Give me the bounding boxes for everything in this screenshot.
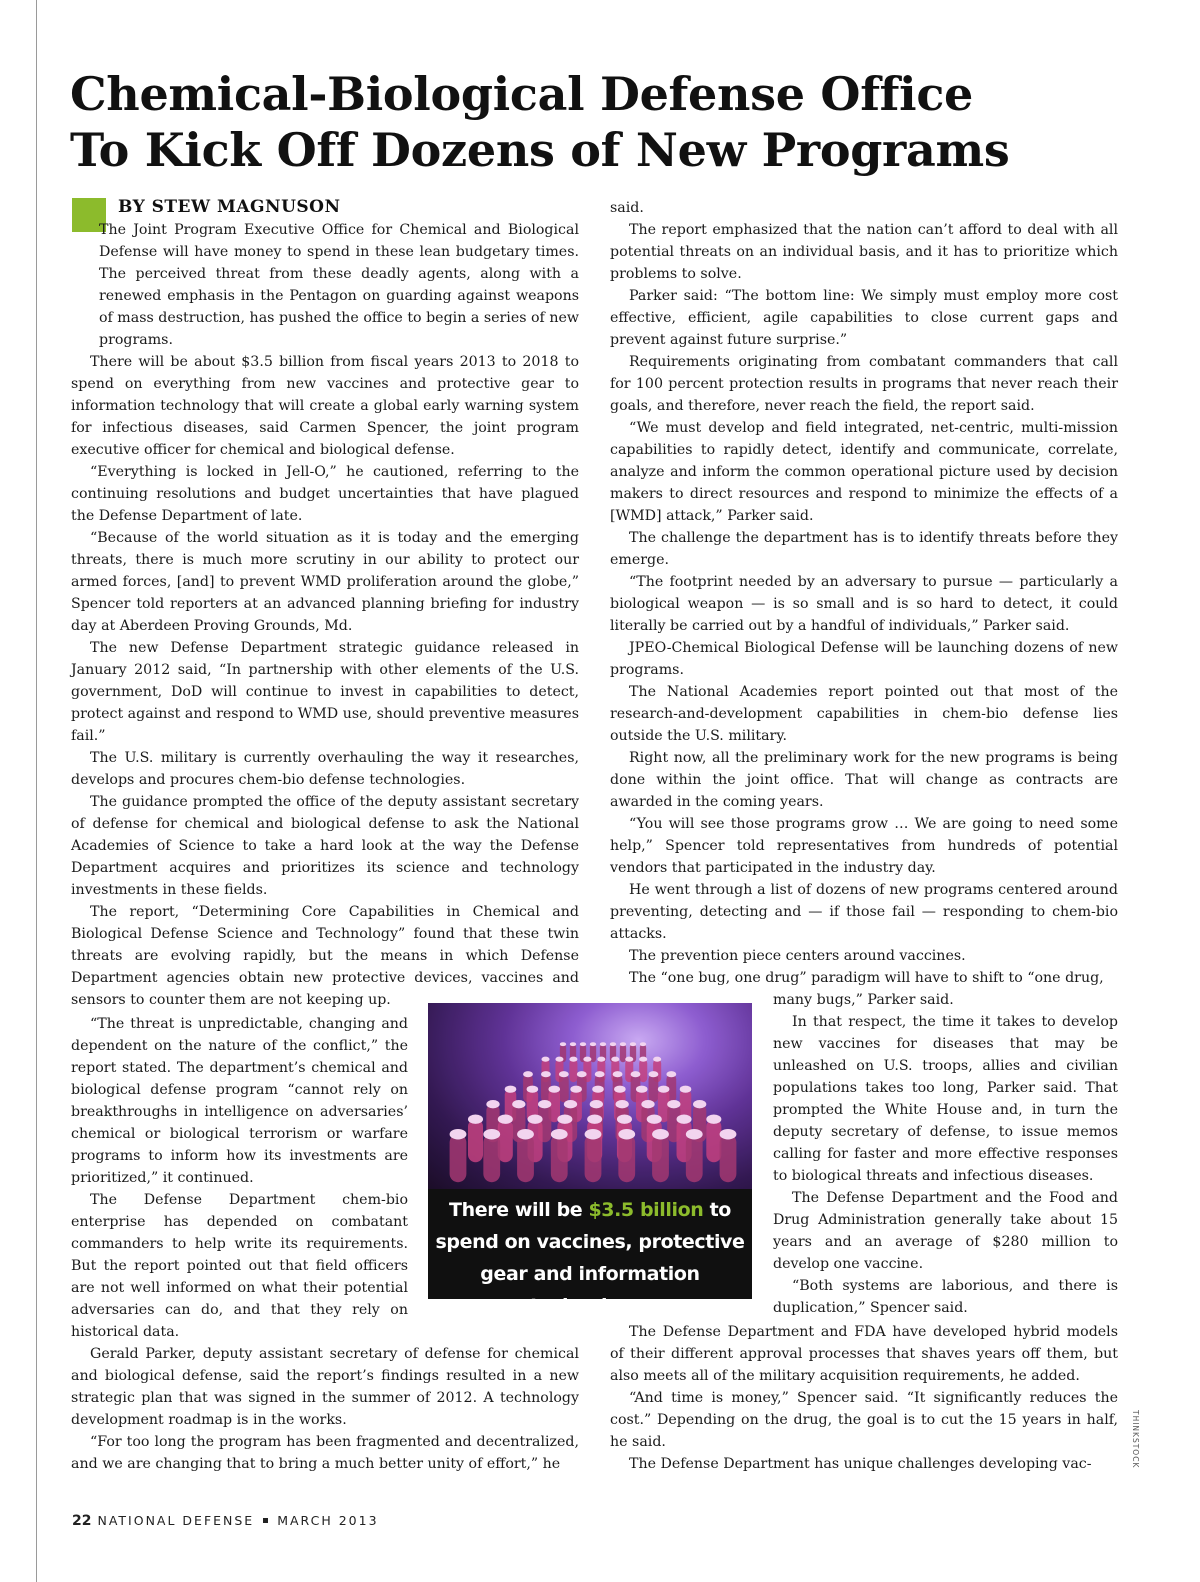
paragraph: The challenge the department has is to identify threats before they emerge. — [610, 530, 1118, 568]
headline-line-2: To Kick Off Dozens of New Programs — [70, 123, 1010, 177]
paragraph: “You will see those programs grow … We are going to need some help,” Spencer told representatives from hundreds of potential vendors that participated in the industry day. — [610, 816, 1118, 876]
paragraph: The report emphasized that the nation can’t afford to deal with all potential threats on an individual basis, and it has to prioritize which problems to solve. — [610, 222, 1118, 282]
byline: BY STEW MAGNUSON — [118, 197, 341, 217]
headline — [70, 66, 1130, 178]
paragraph: The Defense Department has unique challenges developing vac- — [629, 1456, 1092, 1472]
article-column-right-bottom — [610, 1321, 1118, 1475]
paragraph-continued: many bugs,” Parker said. — [773, 992, 954, 1008]
paragraph: Parker said: “The bottom line: We simply must employ more cost effective, efficient, agile capabilities to close current gaps and prevent against future surprise.” — [610, 288, 1118, 348]
article-column-left-top — [71, 219, 579, 1011]
paragraph: “Because of the world situation as it is today and the emerging threats, there is much more scrutiny in our ability to protect our armed forces, [and] to prevent WMD proliferation around the globe,” Spencer told reporters at an advanced planning briefing for industry day at Aberdeen Proving Grounds, Md. — [71, 530, 579, 634]
paragraph: “We must develop and field integrated, net-centric, multi-mission capabilities to rapidly detect, identify and communicate, correlate, analyze and inform the common operational picture used by decision makers to direct resources and respond to minimize the effects of a [WMD] attack,” Parker said. — [610, 420, 1118, 524]
paragraph: He went through a list of dozens of new programs centered around preventing, detecting and — if those fail — responding to chem-bio attacks. — [610, 882, 1118, 942]
paragraph: Right now, all the preliminary work for the new programs is being done within the joint office. That will change as contracts are awarded in the coming years. — [610, 750, 1118, 810]
page-footer — [72, 1513, 379, 1529]
paragraph: Gerald Parker, deputy assistant secretary of defense for chemical and biological defense, said the report’s findings resulted in a new strategic plan that was signed in the summer of 2012. A technology development roadmap is in the works. — [71, 1346, 579, 1428]
paragraph: The “one bug, one drug” paradigm will have to shift to “one drug, — [629, 970, 1104, 986]
photo-credit: THINKSTOCK — [1131, 1410, 1140, 1469]
paragraph: Requirements originating from combatant commanders that call for 100 percent protection results in programs that never reach their goals, and therefore, never reach the field, the report said. — [610, 354, 1118, 414]
paragraph: “Everything is locked in Jell-O,” he cautioned, referring to the continuing resolutions and budget uncertainties that have plagued the Defense Department of late. — [71, 464, 579, 524]
paragraph: The Defense Department and the Food and Drug Administration generally take about 15 years and an average of $280 million to develop one vaccine. — [773, 1190, 1118, 1272]
paragraph-continued: said. — [610, 200, 644, 216]
page-number: 22 — [72, 1513, 92, 1529]
separator-square — [263, 1518, 268, 1523]
paragraph: The U.S. military is currently overhauling the way it researches, develops and procures chem-bio defense technologies. — [71, 750, 579, 788]
paragraph: “The threat is unpredictable, changing and dependent on the nature of the conflict,” the report stated. The department’s chemical and biological defense program “cannot rely on breakthroughs in intelligence on adversaries’ chemical or biological terrorism or warfare programs to inform how its investments are prioritized,” it continued. — [71, 1016, 408, 1186]
paragraph: The report, “Determining Core Capabilities in Chemical and Biological Defense Science and Technology” found that these twin threats are evolving rapidly, but the means in which Defense Department agencies obtain new protective devices, vaccines and sensors to counter them are not keeping up. — [71, 904, 579, 1008]
pull-quote-highlight: $3.5 billion — [588, 1199, 704, 1221]
article-column-left-bottom — [71, 1343, 579, 1475]
pull-quote-text: There will be — [449, 1199, 589, 1221]
issue-date: MARCH 2013 — [277, 1513, 379, 1528]
paragraph: The new Defense Department strategic guidance released in January 2012 said, “In partnership with other elements of the U.S. government, DoD will continue to invest in capabilities to detect, protect against and respond to WMD use, should preventive measures fail.” — [71, 640, 579, 744]
pull-quote-text-end: to spend on vaccines, protective gear and information technology. — [435, 1199, 745, 1317]
paragraph: The guidance prompted the office of the deputy assistant secretary of defense for chemical and biological defense to ask the National Academies of Science to take a hard look at the way the Defense Department acquires and prioritizes its science and technology investments in these fields. — [71, 794, 579, 898]
paragraph: The Joint Program Executive Office for Chemical and Biological Defense will have money to spend in these lean budgetary times. The perceived threat from these deadly agents, along with a renewed emphasis in the Pentagon on guarding against weapons of mass destruction, has pushed the office to begin a series of new programs. — [99, 222, 579, 348]
article-column-left-wrap — [71, 1013, 408, 1343]
test-tube-rack-photo — [428, 1003, 752, 1189]
paragraph: “For too long the program has been fragmented and decentralized, and we are changing that to bring a much better unity of effort,” he — [71, 1434, 579, 1472]
paragraph: “The footprint needed by an adversary to pursue — particularly a biological weapon — is so small and is so hard to detect, it could literally be carried out by a handful of individuals,” Parker said. — [610, 574, 1118, 634]
photo-overlay — [428, 1003, 752, 1189]
paragraph: The Defense Department chem-bio enterprise has depended on combatant commanders to help write its requirements. But the report pointed out that field officers are not well informed on what their potential adversaries can do, and that they rely on historical data. — [71, 1192, 408, 1340]
test-tubes-illustration — [428, 1003, 752, 1189]
article-column-right-top — [610, 197, 1118, 989]
paragraph: “Both systems are laborious, and there is duplication,” Spencer said. — [773, 1278, 1118, 1316]
magazine-name: NATIONAL DEFENSE — [97, 1513, 255, 1528]
paragraph: There will be about $3.5 billion from fiscal years 2013 to 2018 to spend on everything from new vaccines and protective gear to information technology that will create a global early warning system for infectious diseases, said Carmen Spencer, the joint program executive officer for chemical and biological defense. — [71, 354, 579, 458]
page-edge-rule — [36, 0, 37, 1582]
paragraph: JPEO-Chemical Biological Defense will be launching dozens of new programs. — [610, 640, 1118, 678]
paragraph: The National Academies report pointed out that most of the research-and-development capabilities in chem-bio defense lies outside the U.S. military. — [610, 684, 1118, 744]
headline-line-1: Chemical-Biological Defense Office — [70, 67, 974, 121]
paragraph: The prevention piece centers around vaccines. — [629, 948, 966, 964]
paragraph: In that respect, the time it takes to develop new vaccines for diseases that may be unleashed on U.S. troops, allies and civilian populations takes too long, Parker said. That prompted the White House and, in turn the deputy secretary of defense, to issue memos calling for faster and more effective responses to biological threats and infectious diseases. — [773, 1014, 1118, 1184]
pull-quote — [428, 1189, 752, 1317]
paragraph: “And time is money,” Spencer said. “It significantly reduces the cost.” Depending on the drug, the goal is to cut the 15 years in half, he said. — [610, 1390, 1118, 1450]
article-column-right-wrap — [773, 989, 1118, 1319]
paragraph: The Defense Department and FDA have developed hybrid models of their different approval processes that shaves years off them, but also meets all of the military acquisition requirements, he added. — [610, 1324, 1118, 1384]
